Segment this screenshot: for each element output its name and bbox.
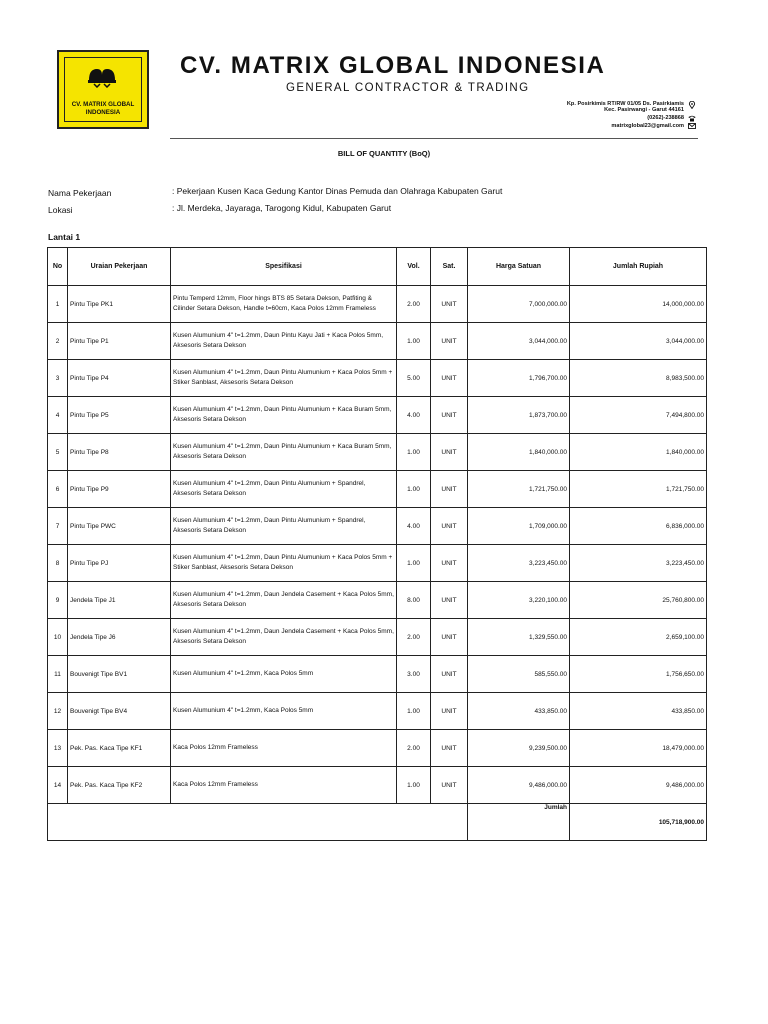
- cell-sat: UNIT: [431, 360, 468, 397]
- table-row: [48, 693, 707, 730]
- cell-harga: 1,721,750.00: [468, 471, 570, 508]
- cell-harga: 3,223,450.00: [468, 545, 570, 582]
- cell-vol: 2.00: [397, 730, 431, 767]
- header-jumlah: Jumlah Rupiah: [570, 248, 707, 286]
- table-row: [48, 619, 707, 656]
- location-label: Lokasi: [48, 205, 73, 215]
- cell-no: 8: [48, 545, 68, 582]
- phone-number: (0262)-238868: [647, 115, 684, 121]
- table-row: [48, 323, 707, 360]
- cell-no: 14: [48, 767, 68, 804]
- cell-sat: UNIT: [431, 730, 468, 767]
- cell-sat: UNIT: [431, 508, 468, 545]
- cell-spesifikasi: Kusen Alumunium 4" t=1.2mm, Kaca Polos 5mm: [171, 693, 397, 730]
- cell-spesifikasi: Pintu Temperd 12mm, Floor hings BTS 85 Setara Dekson, Patfiting & Cilinder Setara Dekson, Handle t=60cm, Kaca Polos 12mm Frameless: [171, 286, 397, 323]
- cell-vol: 1.00: [397, 767, 431, 804]
- cell-jumlah: 433,850.00: [570, 693, 707, 730]
- total-row: [48, 804, 707, 841]
- boq-table: [47, 247, 707, 841]
- cell-jumlah: 8,983,500.00: [570, 360, 707, 397]
- cell-spesifikasi: Kusen Alumunium 4" t=1.2mm, Daun Pintu Alumunium + Kaca Buram 5mm, Aksesoris Setara Dekson: [171, 434, 397, 471]
- cell-jumlah: 6,836,000.00: [570, 508, 707, 545]
- total-label: Jumlah: [468, 804, 570, 841]
- cell-sat: UNIT: [431, 582, 468, 619]
- logo-text-line1: CV. MATRIX GLOBAL: [71, 101, 135, 108]
- job-label: Nama Pekerjaan: [48, 188, 112, 198]
- cell-uraian: Bouvenigt Tipe BV1: [68, 656, 171, 693]
- location-pin-icon: [688, 101, 696, 109]
- email-address: matrixglobal23@gmail.com: [611, 123, 684, 129]
- cell-spesifikasi: Kusen Alumunium 4" t=1.2mm, Daun Pintu Alumunium + Kaca Polos 5mm + Stiker Sanblast, Aksesoris Setara Dekson: [171, 360, 397, 397]
- cell-sat: UNIT: [431, 434, 468, 471]
- cell-no: 1: [48, 286, 68, 323]
- header-spesifikasi: Spesifikasi: [171, 248, 397, 286]
- cell-jumlah: 3,044,000.00: [570, 323, 707, 360]
- phone-icon: [688, 114, 696, 122]
- cell-harga: 3,044,000.00: [468, 323, 570, 360]
- cell-no: 11: [48, 656, 68, 693]
- cell-vol: 4.00: [397, 508, 431, 545]
- cell-jumlah: 7,494,800.00: [570, 397, 707, 434]
- logo-text-line2: INDONESIA: [85, 108, 121, 116]
- cell-harga: 7,000,000.00: [468, 286, 570, 323]
- cell-spesifikasi: Kusen Alumunium 4" t=1.2mm, Daun Jendela Casement + Kaca Polos 5mm, Aksesoris Setara Dekson: [171, 582, 397, 619]
- cell-harga: 1,796,700.00: [468, 360, 570, 397]
- address-line2: Kec. Pasirwangi - Garut 44161: [604, 107, 684, 113]
- cell-spesifikasi: Kusen Alumunium 4" t=1.2mm, Daun Pintu Alumunium + Spandrel, Aksesoris Setara Dekson: [171, 471, 397, 508]
- cell-harga: 9,486,000.00: [468, 767, 570, 804]
- cell-vol: 1.00: [397, 323, 431, 360]
- table-row: [48, 397, 707, 434]
- job-value: : Pekerjaan Kusen Kaca Gedung Kantor Dinas Pemuda dan Olahraga Kabupaten Garut: [172, 186, 503, 196]
- company-tagline: GENERAL CONTRACTOR & TRADING: [286, 82, 530, 94]
- cell-jumlah: 9,486,000.00: [570, 767, 707, 804]
- cell-vol: 1.00: [397, 693, 431, 730]
- cell-harga: 1,840,000.00: [468, 434, 570, 471]
- cell-spesifikasi: Kaca Polos 12mm Frameless: [171, 767, 397, 804]
- cell-vol: 2.00: [397, 286, 431, 323]
- cell-harga: 585,550.00: [468, 656, 570, 693]
- cell-sat: UNIT: [431, 323, 468, 360]
- table-row: [48, 471, 707, 508]
- cell-uraian: Pintu Tipe PJ: [68, 545, 171, 582]
- cell-uraian: Pintu Tipe P9: [68, 471, 171, 508]
- cell-jumlah: 25,760,800.00: [570, 582, 707, 619]
- table-body: [48, 286, 707, 804]
- cell-no: 10: [48, 619, 68, 656]
- address-line1: Kp. Posirkimis RT/RW 01/05 Ds. Pasirkiamis: [566, 101, 684, 107]
- total-value: 105,718,900.00: [570, 804, 707, 841]
- cell-sat: UNIT: [431, 286, 468, 323]
- cell-harga: 1,873,700.00: [468, 397, 570, 434]
- cell-no: 2: [48, 323, 68, 360]
- cell-uraian: Pintu Tipe PK1: [68, 286, 171, 323]
- cell-harga: 433,850.00: [468, 693, 570, 730]
- cell-jumlah: 1,756,650.00: [570, 656, 707, 693]
- cell-sat: UNIT: [431, 619, 468, 656]
- cell-jumlah: 2,659,100.00: [570, 619, 707, 656]
- cell-jumlah: 14,000,000.00: [570, 286, 707, 323]
- cell-uraian: Jendela Tipe J6: [68, 619, 171, 656]
- table-header-row: [48, 248, 707, 286]
- cell-uraian: Pintu Tipe P4: [68, 360, 171, 397]
- header-uraian: Uraian Pekerjaan: [68, 248, 171, 286]
- cell-uraian: Jendela Tipe J1: [68, 582, 171, 619]
- cell-jumlah: 18,479,000.00: [570, 730, 707, 767]
- cell-spesifikasi: Kusen Alumunium 4" t=1.2mm, Daun Pintu Alumunium + Spandrel, Aksesoris Setara Dekson: [171, 508, 397, 545]
- cell-spesifikasi: Kaca Polos 12mm Frameless: [171, 730, 397, 767]
- cell-vol: 3.00: [397, 656, 431, 693]
- section-title: Lantai 1: [48, 232, 81, 242]
- cell-spesifikasi: Kusen Alumunium 4" t=1.2mm, Daun Jendela Casement + Kaca Polos 5mm, Aksesoris Setara Dekson: [171, 619, 397, 656]
- cell-uraian: Pek. Pas. Kaca Tipe KF1: [68, 730, 171, 767]
- header-no: No: [48, 248, 68, 286]
- header-divider: [170, 138, 698, 139]
- cell-no: 4: [48, 397, 68, 434]
- table-row: [48, 656, 707, 693]
- table-row: [48, 767, 707, 804]
- cell-sat: UNIT: [431, 397, 468, 434]
- helmet-logo-icon: [87, 66, 117, 88]
- table-row: [48, 360, 707, 397]
- cell-harga: 3,220,100.00: [468, 582, 570, 619]
- document-title: BILL OF QUANTITY (BoQ): [337, 149, 431, 158]
- header-sat: Sat.: [431, 248, 468, 286]
- cell-sat: UNIT: [431, 471, 468, 508]
- table-row: [48, 434, 707, 471]
- total-spacer: [48, 804, 468, 841]
- table-row: [48, 582, 707, 619]
- cell-no: 5: [48, 434, 68, 471]
- cell-vol: 8.00: [397, 582, 431, 619]
- cell-sat: UNIT: [431, 693, 468, 730]
- cell-jumlah: 1,840,000.00: [570, 434, 707, 471]
- email-icon: [688, 122, 696, 130]
- cell-vol: 1.00: [397, 545, 431, 582]
- cell-no: 12: [48, 693, 68, 730]
- cell-uraian: Bouvenigt Tipe BV4: [68, 693, 171, 730]
- cell-uraian: Pek. Pas. Kaca Tipe KF2: [68, 767, 171, 804]
- cell-uraian: Pintu Tipe P5: [68, 397, 171, 434]
- cell-harga: 9,239,500.00: [468, 730, 570, 767]
- cell-spesifikasi: Kusen Alumunium 4" t=1.2mm, Daun Pintu Alumunium + Kaca Polos 5mm + Stiker Sanblast, Aksesoris Setara Dekson: [171, 545, 397, 582]
- cell-uraian: Pintu Tipe P1: [68, 323, 171, 360]
- cell-spesifikasi: Kusen Alumunium 4" t=1.2mm, Daun Pintu Alumunium + Kaca Buram 5mm, Aksesoris Setara Dekson: [171, 397, 397, 434]
- table-row: [48, 286, 707, 323]
- cell-no: 6: [48, 471, 68, 508]
- table-row: [48, 545, 707, 582]
- company-logo: [57, 50, 149, 129]
- cell-vol: 1.00: [397, 434, 431, 471]
- cell-harga: 1,329,550.00: [468, 619, 570, 656]
- header-vol: Vol.: [397, 248, 431, 286]
- cell-no: 13: [48, 730, 68, 767]
- cell-jumlah: 3,223,450.00: [570, 545, 707, 582]
- cell-no: 9: [48, 582, 68, 619]
- table-row: [48, 508, 707, 545]
- cell-sat: UNIT: [431, 656, 468, 693]
- header-harga: Harga Satuan: [468, 248, 570, 286]
- cell-sat: UNIT: [431, 545, 468, 582]
- cell-vol: 4.00: [397, 397, 431, 434]
- cell-no: 3: [48, 360, 68, 397]
- cell-uraian: Pintu Tipe PWC: [68, 508, 171, 545]
- cell-vol: 2.00: [397, 619, 431, 656]
- cell-sat: UNIT: [431, 767, 468, 804]
- cell-jumlah: 1,721,750.00: [570, 471, 707, 508]
- location-value: : Jl. Merdeka, Jayaraga, Tarogong Kidul, Kabupaten Garut: [172, 203, 392, 213]
- cell-spesifikasi: Kusen Alumunium 4" t=1.2mm, Daun Pintu Kayu Jati + Kaca Polos 5mm, Aksesoris Setara Dekson: [171, 323, 397, 360]
- cell-spesifikasi: Kusen Alumunium 4" t=1.2mm, Kaca Polos 5mm: [171, 656, 397, 693]
- cell-no: 7: [48, 508, 68, 545]
- table-row: [48, 730, 707, 767]
- cell-uraian: Pintu Tipe P8: [68, 434, 171, 471]
- cell-vol: 5.00: [397, 360, 431, 397]
- cell-vol: 1.00: [397, 471, 431, 508]
- company-name: CV. MATRIX GLOBAL INDONESIA: [180, 52, 606, 79]
- cell-harga: 1,709,000.00: [468, 508, 570, 545]
